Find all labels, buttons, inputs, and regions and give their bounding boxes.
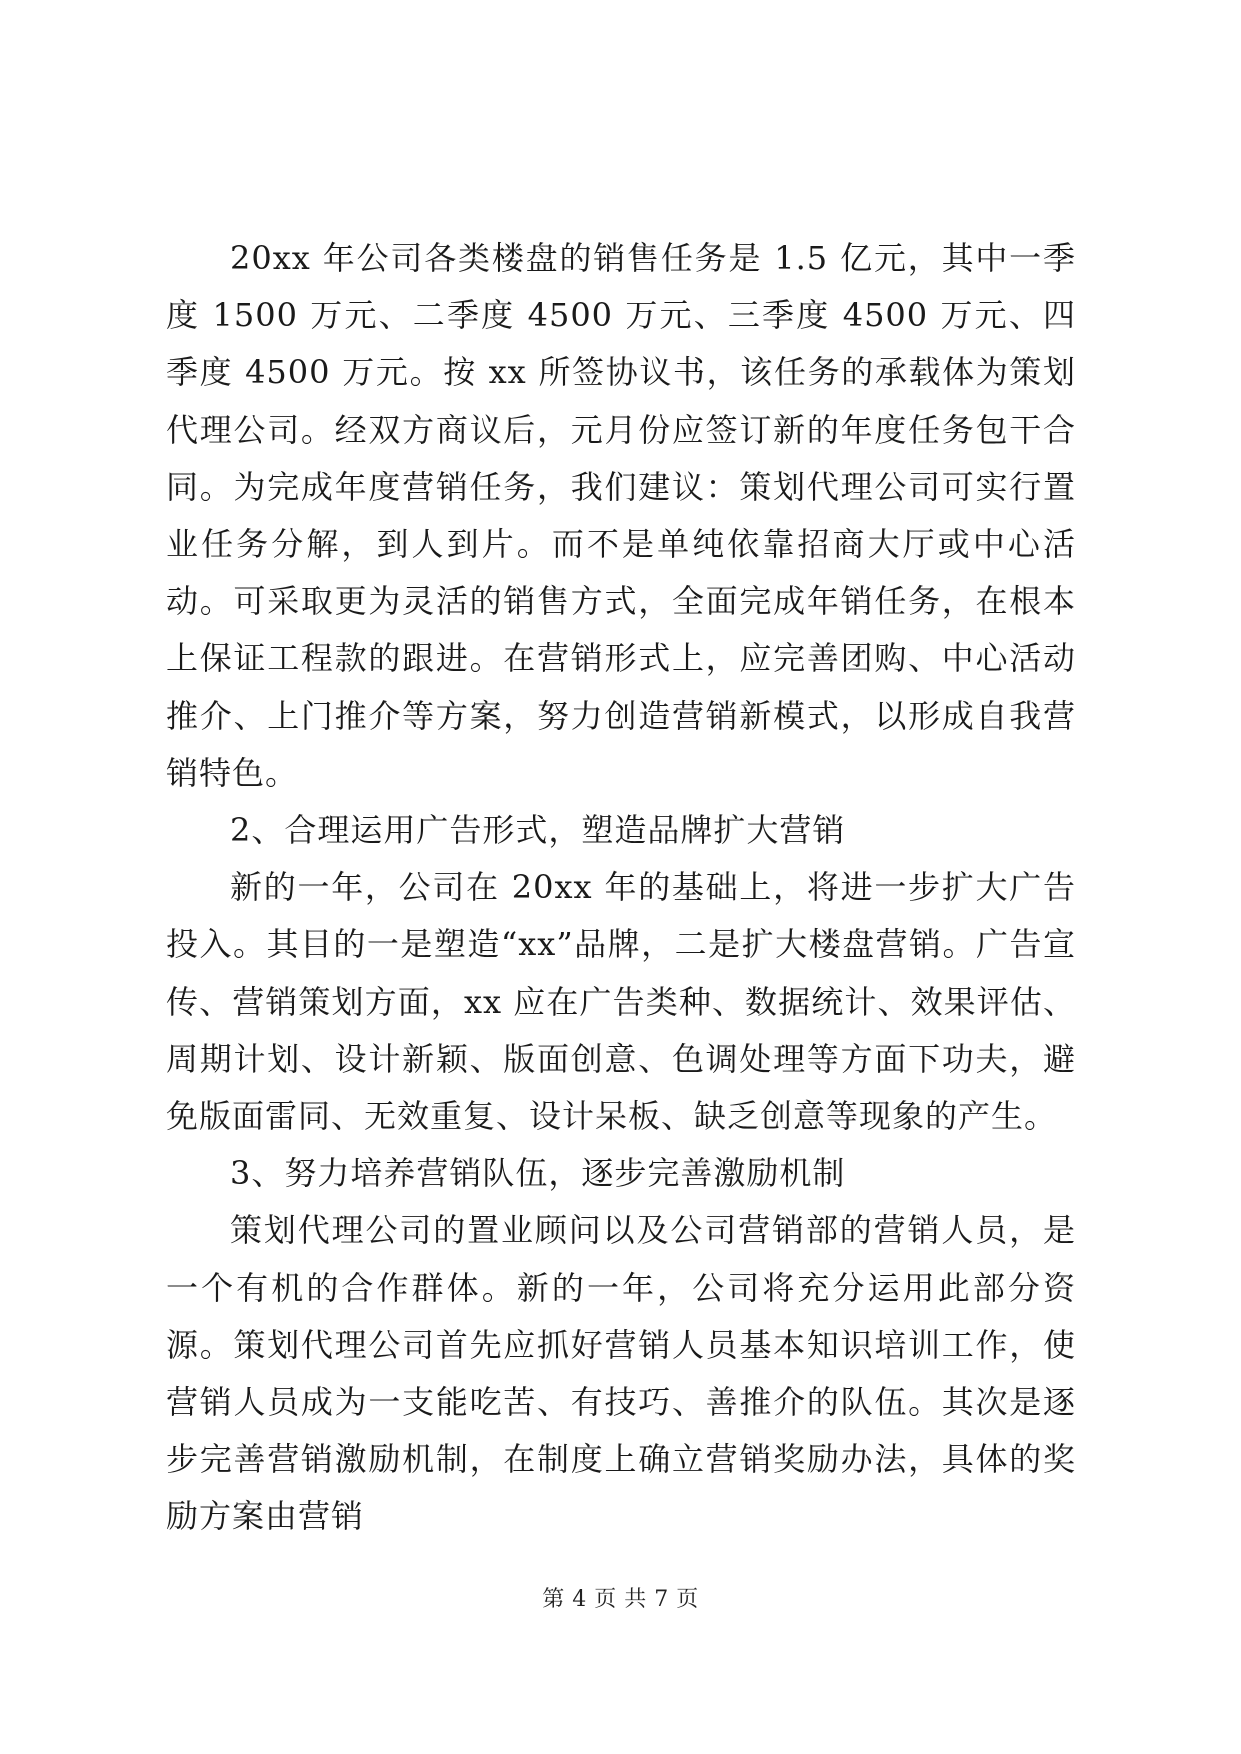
paragraph-advertising: 新的一年，公司在 20xx 年的基础上，将进一步扩大广告投入。其目的一是塑造“xx”品牌，二是扩大楼盘营销。广告宣传、营销策划方面，xx 应在广告类种、数据统计、效果评估、周期计划、设计新颖、版面创意、色调处理等方面下功夫，避免版面雷同、无效重复、设计呆板、缺乏创意等现象的产生。	[166, 868, 1076, 1136]
heading-advertising: 2、合理运用广告形式，塑造品牌扩大营销	[230, 811, 846, 850]
paragraph-sales-team: 策划代理公司的置业顾问以及公司营销部的营销人员，是一个有机的合作群体。新的一年，公司将充分运用此部分资源。策划代理公司首先应抓好营销人员基本知识培训工作，使营销人员成为一支能吃苦、有技巧、善推介的队伍。其次是逐步完善营销激励机制，在制度上确立营销奖励办法，具体的奖励方案由营销	[166, 1211, 1076, 1536]
heading-sales-team: 3、努力培养营销队伍，逐步完善激励机制	[230, 1154, 846, 1193]
document-body	[166, 230, 1076, 1546]
paragraph-sales-target: 20xx 年公司各类楼盘的销售任务是 1.5 亿元，其中一季度 1500 万元、二季度 4500 万元、三季度 4500 万元、四季度 4500 万元。按 xx 所签协议书，该任务的承载体为策划代理公司。经双方商议后，元月份应签订新的年度任务包干合同。为完成年度营销任务，我们建议：策划代理公司可实行置业任务分解，到人到片。而不是单纯依靠招商大厅或中心活动。可采取更为灵活的销售方式，全面完成年销任务，在根本上保证工程款的跟进。在营销形式上，应完善团购、中心活动推介、上门推介等方案，努力创造营销新模式，以形成自我营销特色。	[166, 239, 1076, 792]
page-number: 第 4 页 共 7 页	[542, 1587, 699, 1612]
